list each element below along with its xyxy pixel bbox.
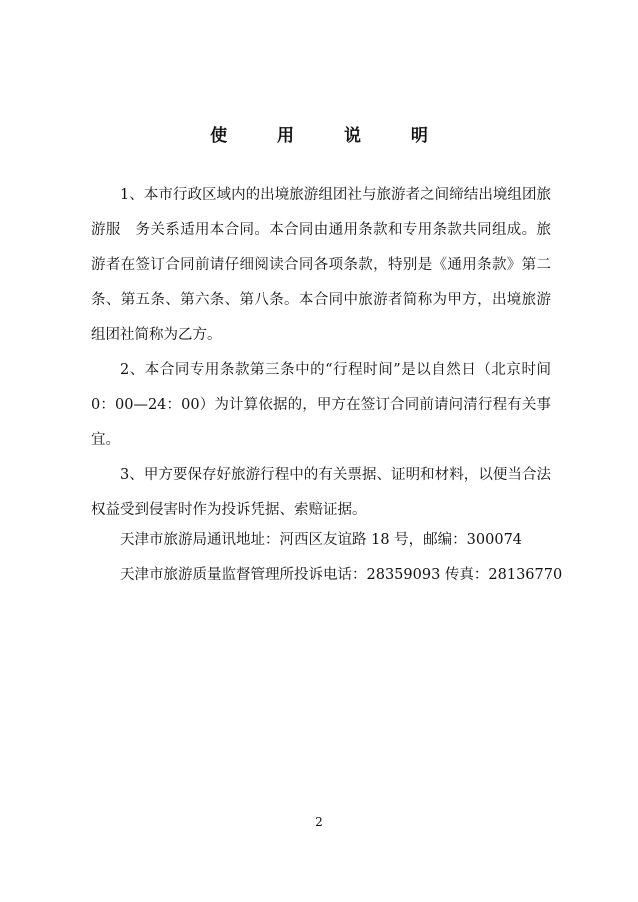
- page-title: 使 用 说 明: [210, 126, 450, 146]
- contact-phone: 天津市旅游质量监督管理所投诉电话：28359093 传真：28136770: [120, 567, 563, 583]
- page-number: 2: [315, 815, 323, 829]
- paragraph-2: 2、本合同专用条款第三条中的“行程时间”是以自然日（北京时间 0：00—24：00）为计算依据的，甲方在签订合同前请问清行程有关事宜。: [91, 362, 551, 448]
- paragraph-1: 1、本市行政区域内的出境旅游组团社与旅游者之间缔结出境组团旅游服 务关系适用本合同。本合同由通用条款和专用条款共同组成。旅游者在签订合同前请仔细阅读合同各项条款，特别是《通用条款》第二条、第五条、第六条、第八条。本合同中旅游者简称为甲方，出境旅游组团社简称为乙方。: [91, 187, 551, 343]
- contact-address: 天津市旅游局通讯地址：河西区友谊路 18 号，邮编：300074: [120, 532, 523, 548]
- paragraph-3: 3、甲方要保存好旅游行程中的有关票据、证明和材料，以便当合法权益受到侵害时作为投诉凭据、索赔证据。: [91, 467, 551, 518]
